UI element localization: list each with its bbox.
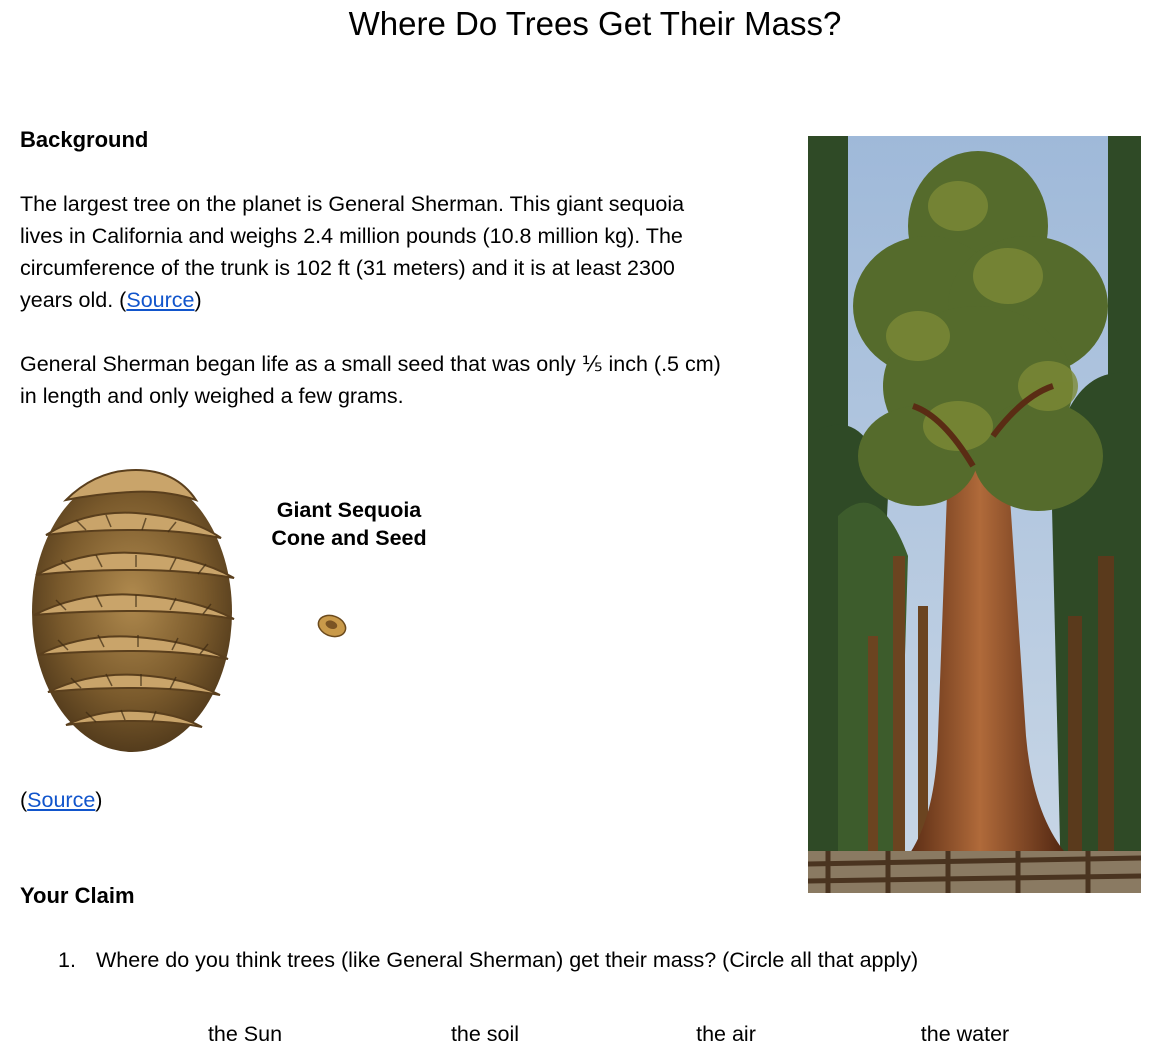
page-title: Where Do Trees Get Their Mass? <box>348 5 842 42</box>
figure-source-link[interactable]: Source <box>27 788 96 812</box>
claim-heading: Your Claim <box>20 883 135 908</box>
figure-source <box>20 784 102 816</box>
caption-line: Giant Sequoia <box>276 498 422 522</box>
paragraph-line: circumference of the trunk is 102 ft (31 meters) and it is at least 2300 <box>20 256 675 280</box>
general-sherman-tree-image <box>808 136 1141 893</box>
choice-the-soil[interactable]: the soil <box>450 1022 520 1046</box>
question-text: Where do you think trees (like General Sherman) get their mass? (Circle all that apply) <box>96 948 919 972</box>
paragraph-line: The largest tree on the planet is General Sherman. This giant sequoia <box>20 192 685 216</box>
paragraph-line: lives in California and weighs 2.4 million pounds (10.8 million kg). The <box>20 224 683 248</box>
background-paragraph-2 <box>20 348 721 412</box>
figure-caption <box>256 496 442 552</box>
choice-the-sun[interactable]: the Sun <box>207 1022 283 1046</box>
sequoia-seed-image <box>316 612 348 640</box>
paragraph-text: years old. ( <box>20 288 127 312</box>
question-number: 1. <box>58 948 76 972</box>
paragraph-line <box>20 284 684 316</box>
paragraph-line: in length and only weighed a few grams. <box>20 384 404 408</box>
sequoia-cone-image <box>26 460 242 760</box>
source-prefix: ( <box>20 788 28 812</box>
choice-the-air[interactable]: the air <box>696 1022 756 1046</box>
paragraph-line: General Sherman began life as a small seed that was only ⅕ inch (.5 cm) <box>20 352 721 376</box>
background-heading: Background <box>20 127 149 152</box>
paragraph-text: ) <box>194 288 202 312</box>
question-1 <box>58 944 918 976</box>
source-link[interactable]: Source <box>126 288 195 312</box>
choice-the-water[interactable]: the water <box>920 1022 1010 1046</box>
caption-line: Cone and Seed <box>271 526 427 550</box>
background-paragraph-1 <box>20 188 684 316</box>
source-suffix: ) <box>95 788 103 812</box>
